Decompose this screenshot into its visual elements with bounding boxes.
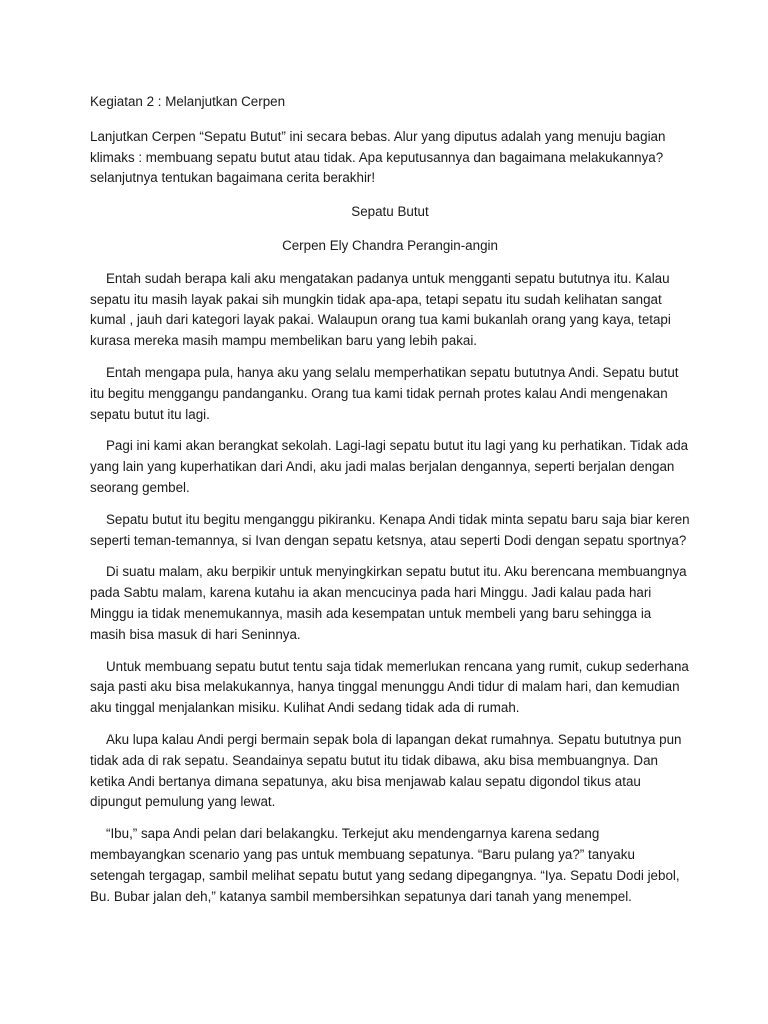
story-paragraph: Entah sudah berapa kali aku mengatakan padanya untuk mengganti sepatu bututnya itu. Kalau sepatu itu masih layak pakai sih mungkin tidak apa-apa, tetapi sepatu itu sudah kelihatan sangat kumal , jauh dari kategori layak pakai. Walaupun orang tua kami bukanlah orang yang kaya, tetapi kurasa mereka masih mampu membelikan baru yang lebih pakai. xyxy=(90,270,671,349)
story-paragraph: Sepatu butut itu begitu menganggu pikiranku. Kenapa Andi tidak minta sepatu baru saja biar keren seperti teman-temannya, si Ivan dengan sepatu ketsnya, atau seperti Dodi dengan sepatu sportnya? xyxy=(90,511,690,548)
instructions-paragraph: Lanjutkan Cerpen “Sepatu Butut” ini secara bebas. Alur yang diputus adalah yang menuju bagian klimaks : membuang sepatu butut atau tidak. Apa keputusannya dan bagaimana melakukannya? selanjutnya tentukan bagaimana cerita berakhir! xyxy=(90,128,666,186)
story-paragraph: Aku lupa kalau Andi pergi bermain sepak bola di lapangan dekat rumahnya. Sepatu bututnya pun tidak ada di rak sepatu. Seandainya sepatu butut itu tidak dibawa, aku bisa membuangnya. Dan ketika Andi bertanya dimana sepatunya, aku bisa menjawab kalau sepatu digondol tikus atau dipungut pemulung yang lewat. xyxy=(90,731,682,810)
story-paragraph: Untuk membuang sepatu butut tentu saja tidak memerlukan rencana yang rumit, cukup sederhana saja pasti aku bisa melakukannya, hanya tinggal menunggu Andi tidur di malam hari, dan kemudian aku tinggal menjalankan misiku. Kulihat Andi sedang tidak ada di rumah. xyxy=(90,658,689,716)
document-body xyxy=(90,92,690,918)
activity-heading: Kegiatan 2 : Melanjutkan Cerpen xyxy=(90,94,286,109)
story-paragraph: Entah mengapa pula, hanya aku yang selalu memperhatikan sepatu bututnya Andi. Sepatu butut itu begitu menggangu pandanganku. Orang tua kami tidak pernah protes kalau Andi mengenakan sepatu butut itu lagi. xyxy=(90,364,679,422)
story-paragraph: “Ibu,” sapa Andi pelan dari belakangku. Terkejut aku mendengarnya karena sedang membayangkan scenario yang pas untuk membuang sepatunya. “Baru pulang ya?” tanyaku setengah tergagap, sambil melihat sepatu butut yang sedang dipegangnya. “Iya. Sepatu Dodi jebol, Bu. Bubar jalan deh,” katanya sambil membersihkan sepatunya dari tanah yang menempel. xyxy=(90,826,680,904)
story-paragraph: Di suatu malam, aku berpikir untuk menyingkirkan sepatu butut itu. Aku berencana membuangnya pada Sabtu malam, karena kutahu ia akan mencucinya pada hari Minggu. Jadi kalau pada hari Minggu ia tidak menemukannya, masih ada kesempatan untuk membeli yang baru sehingga ia masih bisa masuk di hari Seninnya. xyxy=(90,564,687,642)
story-paragraph: Pagi ini kami akan berangkat sekolah. Lagi-lagi sepatu butut itu lagi yang ku perhatikan. Tidak ada yang lain yang kuperhatikan dari Andi, aku jadi malas berjalan dengannya, seperti berjalan dengan seorang gembel. xyxy=(90,438,689,495)
story-author: Cerpen Ely Chandra Perangin-angin xyxy=(282,237,498,253)
story-title: Sepatu Butut xyxy=(351,204,429,220)
